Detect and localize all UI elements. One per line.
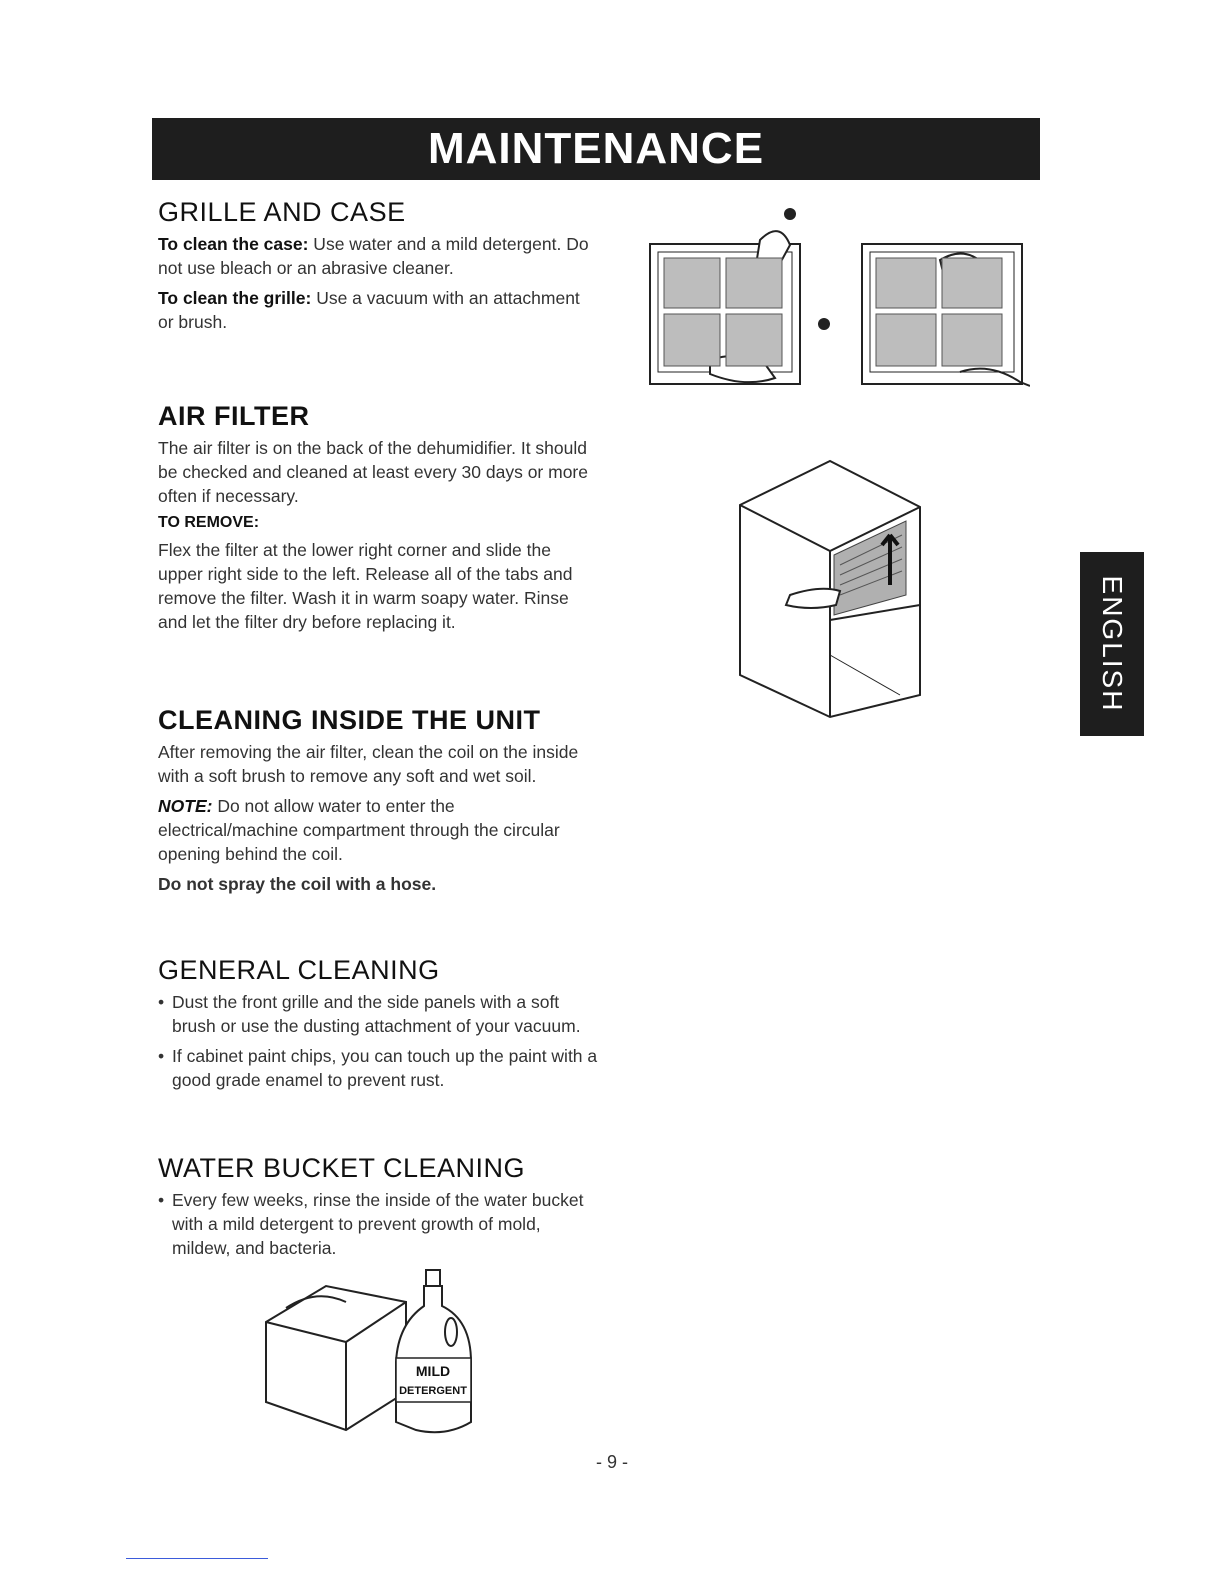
bucket-cleaning-list [158, 1188, 598, 1260]
note-label: NOTE: [158, 796, 213, 816]
bottle-label-mild: MILD [415, 1363, 451, 1379]
grille-paragraph [158, 286, 598, 334]
page-title: MAINTENANCE [427, 124, 765, 173]
grille-text: Use a vacuum with an attachment or brush. [158, 288, 580, 332]
list-item: • Every few weeks, rinse the inside of the water bucket with a mild detergent to prevent growth of mold, mildew, and bacteria. [158, 1188, 598, 1260]
page-number: - 9 - [595, 1452, 628, 1472]
air-filter-steps: Flex the filter at the lower right corner and slide the upper right side to the left. Release all of the tabs and remove the filter. Wash it in warm soapy water. Rinse and let the filter dry before replacing it. [158, 540, 573, 632]
air-filter-intro: The air filter is on the back of the dehumidifier. It should be checked and cleaned at least every 30 days or more often if necessary. [158, 438, 588, 506]
list-item: • Dust the front grille and the side panels with a soft brush or use the dusting attachment of your vacuum. [158, 990, 598, 1038]
page-title-banner [152, 118, 1040, 180]
section-cleaning-inside-unit [158, 704, 598, 902]
section-air-filter [158, 400, 598, 640]
section-heading: AIR FILTER [158, 401, 310, 431]
section-grille-and-case [158, 196, 598, 340]
section-general-cleaning [158, 954, 598, 1098]
to-remove-subheading: TO REMOVE: [158, 514, 260, 531]
footer-rule [126, 1558, 268, 1559]
section-heading: WATER BUCKET CLEANING [158, 1153, 526, 1183]
air-filter-illustration [730, 455, 930, 725]
inside-unit-text: After removing the air filter, clean the coil on the inside with a soft brush to remove any soft and wet soil. [158, 742, 579, 786]
section-water-bucket-cleaning [158, 1152, 598, 1266]
list-item: • If cabinet paint chips, you can touch up the paint with a good grade enamel to prevent rust. [158, 1044, 598, 1092]
inside-unit-warning: Do not spray the coil with a hose. [158, 874, 437, 894]
general-cleaning-list [158, 990, 598, 1092]
case-paragraph [158, 232, 598, 280]
note-text: Do not allow water to enter the electrical/machine compartment through the circular opening behind the coil. [158, 796, 560, 864]
inside-unit-note [158, 794, 598, 866]
grille-removal-illustration [640, 200, 1030, 410]
language-tab [1080, 552, 1144, 736]
section-heading: GRILLE AND CASE [158, 197, 406, 227]
bucket-detergent-illustration [256, 1262, 486, 1442]
section-heading: CLEANING INSIDE THE UNIT [158, 705, 541, 735]
case-text: Use water and a mild detergent. Do not use bleach or an abrasive cleaner. [158, 234, 589, 278]
language-label: ENGLISH [1097, 575, 1128, 713]
grille-lead: To clean the grille: [158, 288, 312, 308]
bottle-label-detergent: DETERGENT [399, 1385, 467, 1397]
case-lead: To clean the case: [158, 234, 309, 254]
section-heading: GENERAL CLEANING [158, 955, 440, 985]
